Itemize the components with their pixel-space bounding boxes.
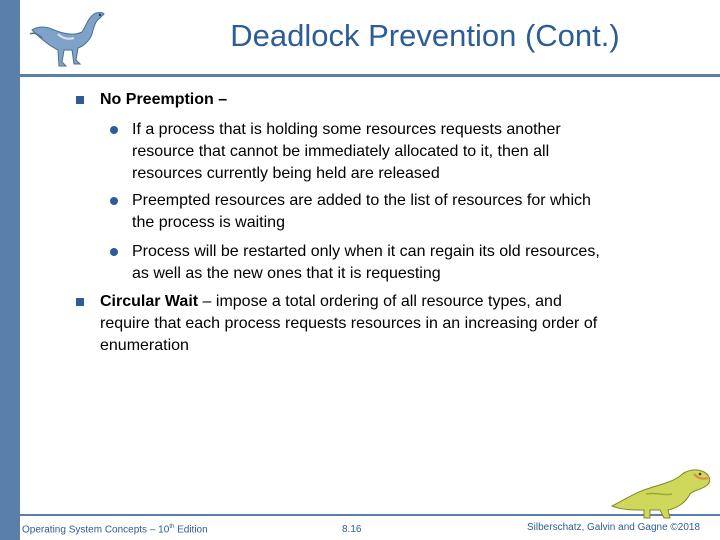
- footer-book-suffix: Edition: [174, 524, 208, 536]
- bullet-suffix: –: [213, 91, 228, 108]
- footer-book: [22, 524, 208, 535]
- footer-page-number: 8.16: [342, 524, 362, 535]
- bullet-square-icon: [76, 298, 84, 306]
- title-divider: [20, 74, 720, 77]
- bullet-label-circular-wait: Circular Wait: [100, 293, 199, 310]
- dinosaur-logo-top-icon: [24, 4, 114, 68]
- bullet-text-circular-wait: – impose a total ordering of all resource types, and require that each process requests resources in an increasing order of enumeration: [100, 293, 598, 354]
- bullet-dot-icon: [110, 197, 118, 205]
- subitem-1: If a process that is holding some resources requests another resource that cannot be immediately allocated to it, then all resources currently being held are released: [132, 121, 561, 182]
- subitem-3: Process will be restarted only when it can regain its old resources, as well as the new ones that it is requesting: [132, 243, 600, 282]
- bullet-square-icon: [76, 96, 84, 104]
- footer-copyright: Silberschatz, Galvin and Gagne ©2018: [527, 522, 701, 533]
- bullet-circular-wait: [100, 291, 600, 357]
- subitem-2: Preempted resources are added to the list of resources for which the process is waiting: [132, 192, 591, 231]
- left-sidebar-bar: [0, 0, 20, 540]
- bullet-dot-icon: [110, 248, 118, 256]
- bullet-dot-icon: [110, 126, 118, 134]
- dinosaur-logo-bottom-icon: [606, 462, 716, 520]
- footer-book-prefix: Operating System Concepts – 10: [22, 524, 170, 536]
- bullet-label-no-preemption: No Preemption: [100, 91, 214, 108]
- bullet-no-preemption: [100, 89, 700, 111]
- footer-book-sup: th: [169, 524, 175, 530]
- slide-title: Deadlock Prevention (Cont.): [230, 18, 620, 53]
